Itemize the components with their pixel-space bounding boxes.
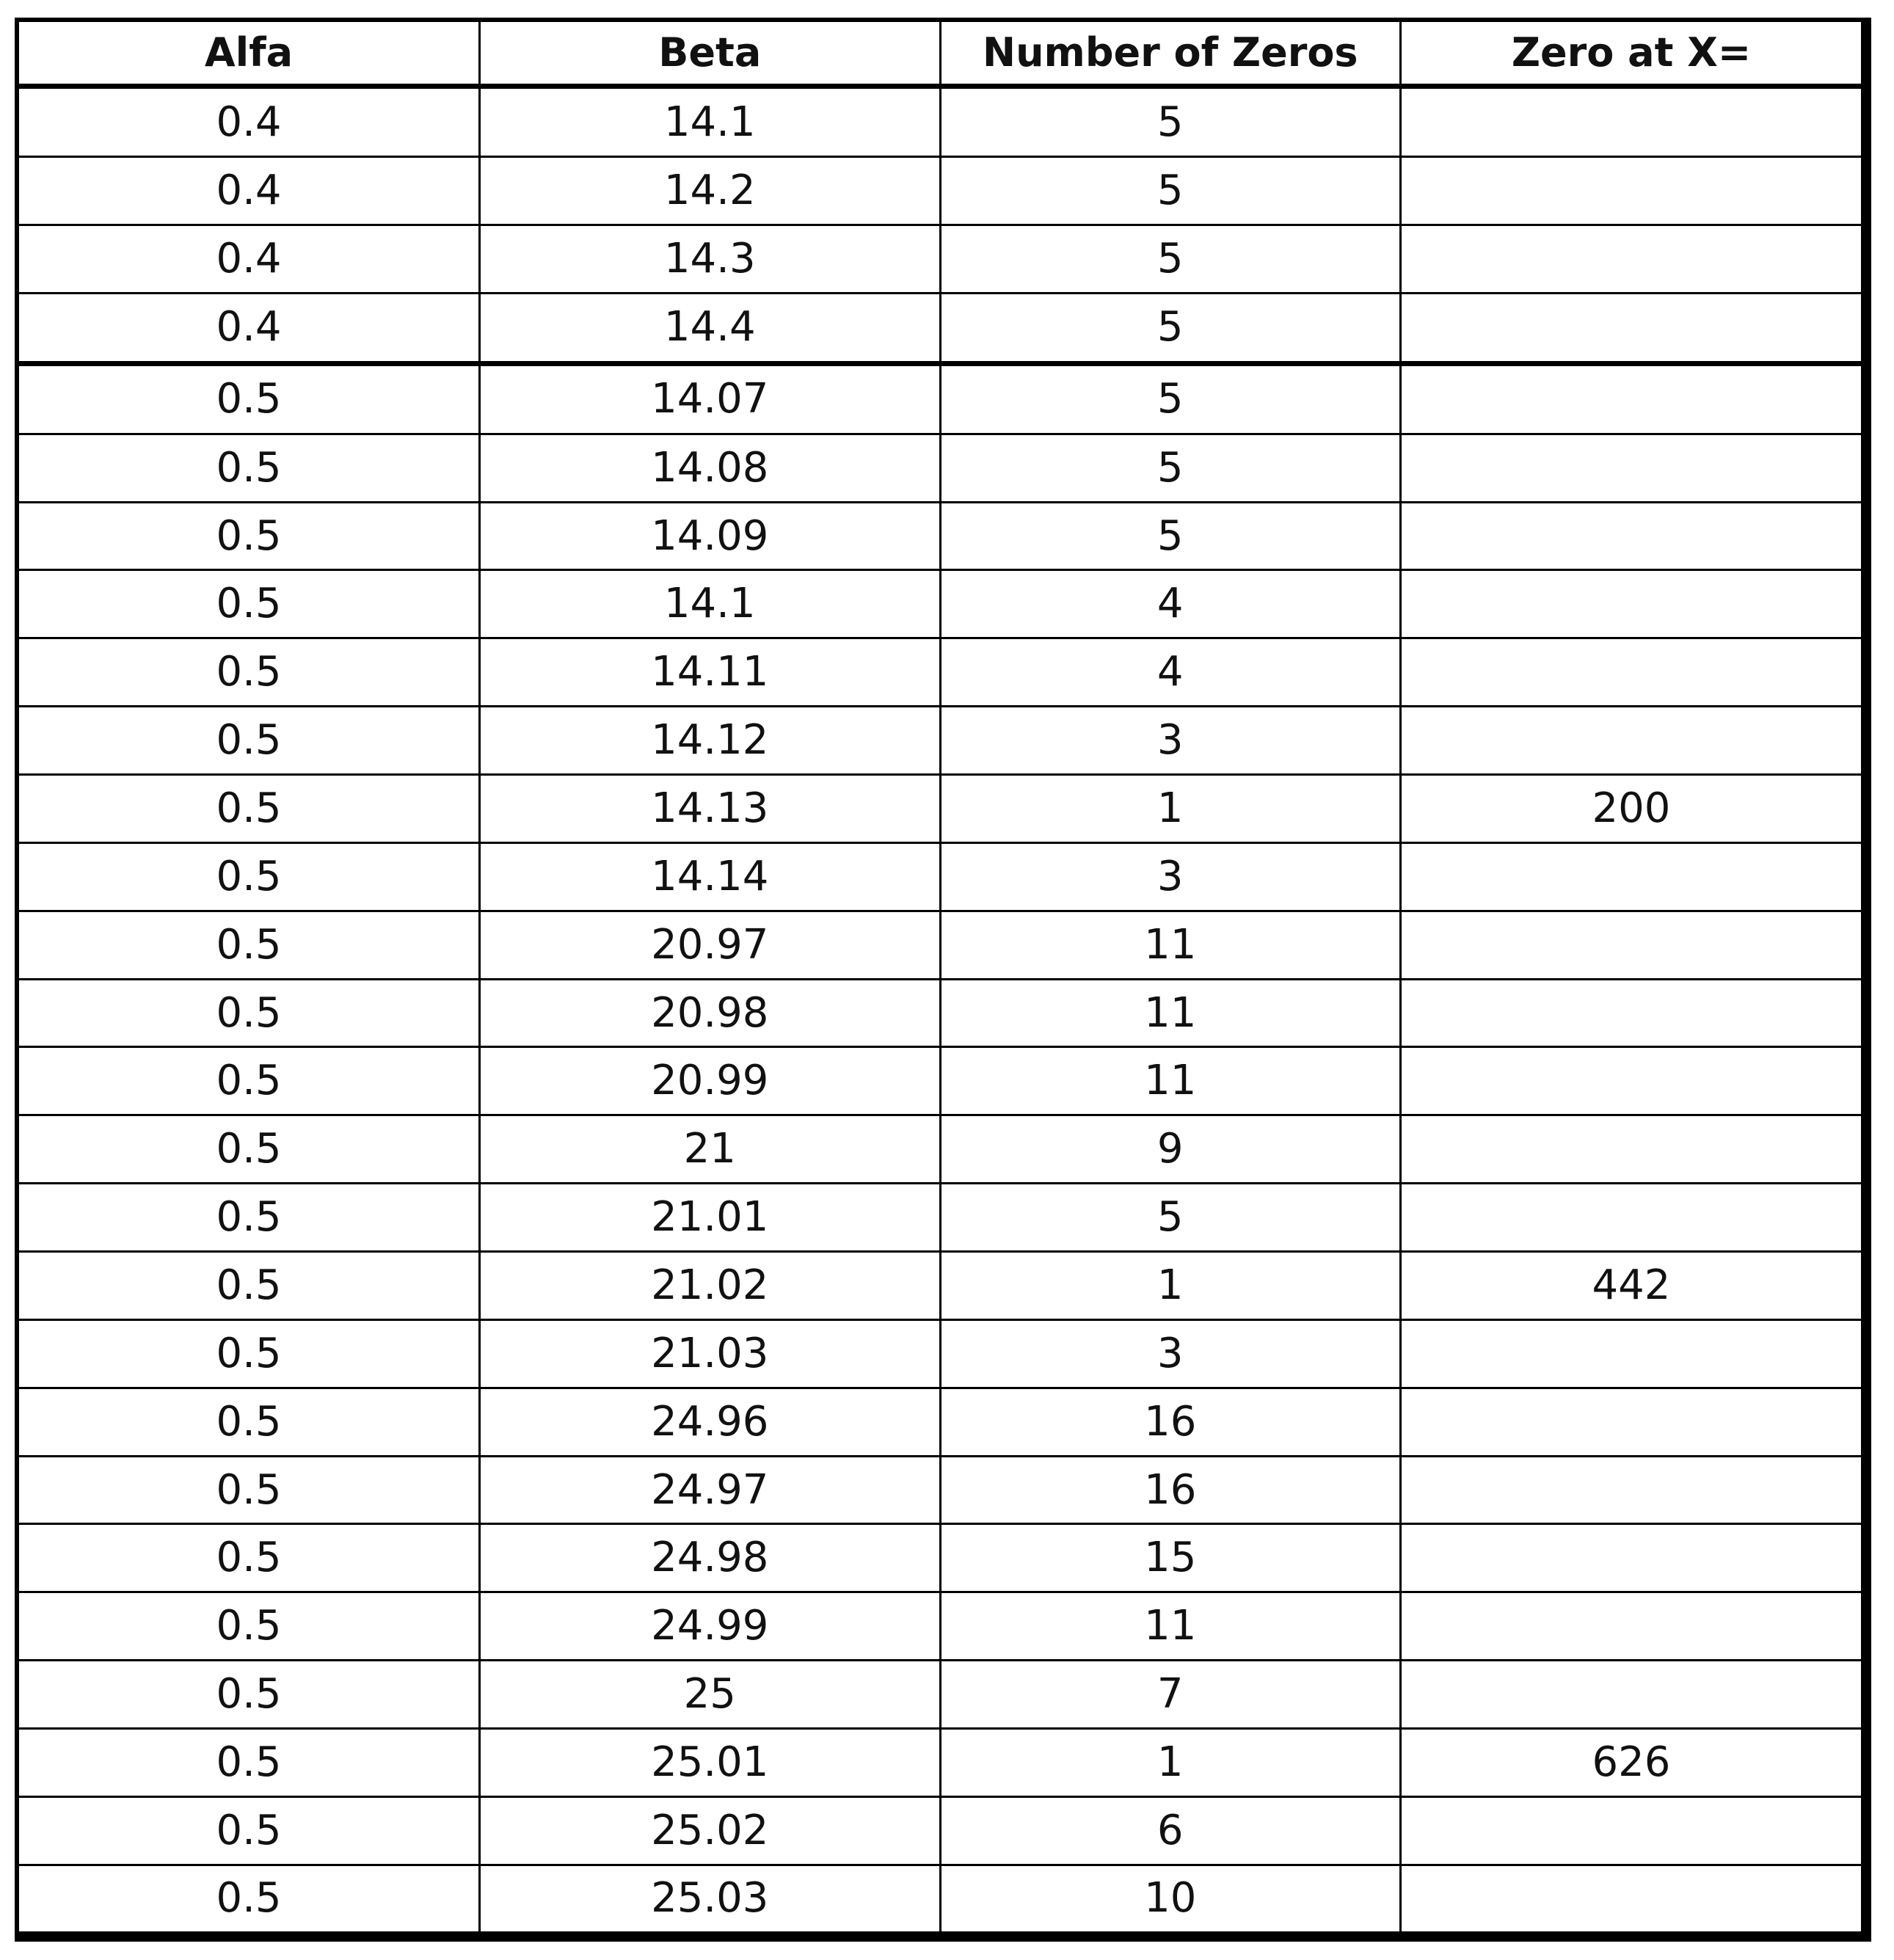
cell-zero-at-x xyxy=(1401,638,1862,707)
cell-beta: 14.07 xyxy=(480,363,941,434)
cell-zero-at-x xyxy=(1401,87,1862,157)
cell-zero-at-x xyxy=(1401,1796,1862,1865)
cell-alfa: 0.5 xyxy=(19,1524,480,1592)
cell-number-of-zeros: 16 xyxy=(940,1388,1401,1456)
cell-number-of-zeros: 4 xyxy=(940,638,1401,707)
table-row xyxy=(19,1047,1861,1115)
cell-zero-at-x xyxy=(1401,1661,1862,1729)
header-number-of-zeros: Number of Zeros xyxy=(940,22,1401,87)
cell-zero-at-x xyxy=(1401,911,1862,979)
cell-beta: 14.1 xyxy=(480,570,941,638)
cell-zero-at-x xyxy=(1401,434,1862,502)
cell-number-of-zeros: 5 xyxy=(940,434,1401,502)
cell-alfa: 0.5 xyxy=(19,1592,480,1661)
cell-beta: 21.01 xyxy=(480,1184,941,1252)
cell-beta: 24.96 xyxy=(480,1388,941,1456)
cell-beta: 14.4 xyxy=(480,293,941,363)
cell-zero-at-x xyxy=(1401,707,1862,775)
cell-number-of-zeros: 10 xyxy=(940,1865,1401,1931)
cell-alfa: 0.5 xyxy=(19,775,480,843)
cell-zero-at-x xyxy=(1401,1115,1862,1184)
cell-number-of-zeros: 9 xyxy=(940,1115,1401,1184)
cell-number-of-zeros: 5 xyxy=(940,157,1401,225)
cell-beta: 14.13 xyxy=(480,775,941,843)
cell-alfa: 0.5 xyxy=(19,1456,480,1524)
cell-alfa: 0.5 xyxy=(19,979,480,1047)
table-row xyxy=(19,911,1861,979)
cell-zero-at-x xyxy=(1401,1184,1862,1252)
cell-alfa: 0.5 xyxy=(19,1661,480,1729)
table-row xyxy=(19,1456,1861,1524)
table-row xyxy=(19,1524,1861,1592)
table-row xyxy=(19,775,1861,843)
table-row xyxy=(19,87,1861,157)
cell-zero-at-x xyxy=(1401,1592,1862,1661)
cell-beta: 24.98 xyxy=(480,1524,941,1592)
cell-number-of-zeros: 1 xyxy=(940,775,1401,843)
cell-beta: 25.01 xyxy=(480,1729,941,1797)
cell-zero-at-x xyxy=(1401,570,1862,638)
cell-zero-at-x: 200 xyxy=(1401,775,1862,843)
cell-beta: 14.1 xyxy=(480,87,941,157)
cell-beta: 24.99 xyxy=(480,1592,941,1661)
table-row xyxy=(19,1865,1861,1931)
table-row xyxy=(19,707,1861,775)
cell-alfa: 0.5 xyxy=(19,842,480,911)
cell-alfa: 0.5 xyxy=(19,1729,480,1797)
cell-alfa: 0.5 xyxy=(19,1252,480,1320)
cell-alfa: 0.5 xyxy=(19,570,480,638)
table-row xyxy=(19,570,1861,638)
cell-number-of-zeros: 3 xyxy=(940,842,1401,911)
cell-number-of-zeros: 5 xyxy=(940,293,1401,363)
table-row xyxy=(19,1319,1861,1388)
cell-alfa: 0.5 xyxy=(19,502,480,570)
cell-beta: 14.14 xyxy=(480,842,941,911)
cell-zero-at-x xyxy=(1401,979,1862,1047)
cell-beta: 14.2 xyxy=(480,157,941,225)
cell-alfa: 0.5 xyxy=(19,363,480,434)
cell-number-of-zeros: 5 xyxy=(940,225,1401,293)
data-table xyxy=(19,22,1861,1931)
cell-beta: 14.11 xyxy=(480,638,941,707)
table-row xyxy=(19,293,1861,363)
cell-zero-at-x xyxy=(1401,293,1862,363)
cell-number-of-zeros: 3 xyxy=(940,1319,1401,1388)
cell-beta: 20.98 xyxy=(480,979,941,1047)
cell-beta: 25.03 xyxy=(480,1865,941,1931)
table-row xyxy=(19,502,1861,570)
cell-number-of-zeros: 3 xyxy=(940,707,1401,775)
cell-alfa: 0.5 xyxy=(19,1388,480,1456)
cell-beta: 14.12 xyxy=(480,707,941,775)
cell-beta: 21 xyxy=(480,1115,941,1184)
cell-beta: 21.02 xyxy=(480,1252,941,1320)
cell-alfa: 0.5 xyxy=(19,1319,480,1388)
cell-zero-at-x xyxy=(1401,502,1862,570)
cell-number-of-zeros: 15 xyxy=(940,1524,1401,1592)
table-row xyxy=(19,1184,1861,1252)
table-row xyxy=(19,979,1861,1047)
table-row xyxy=(19,1388,1861,1456)
table-frame xyxy=(15,18,1871,1942)
cell-number-of-zeros: 6 xyxy=(940,1796,1401,1865)
cell-number-of-zeros: 11 xyxy=(940,1047,1401,1115)
cell-alfa: 0.5 xyxy=(19,1047,480,1115)
cell-zero-at-x xyxy=(1401,1319,1862,1388)
cell-beta: 14.3 xyxy=(480,225,941,293)
cell-beta: 25.02 xyxy=(480,1796,941,1865)
cell-number-of-zeros: 5 xyxy=(940,1184,1401,1252)
cell-alfa: 0.5 xyxy=(19,911,480,979)
cell-number-of-zeros: 11 xyxy=(940,1592,1401,1661)
cell-beta: 25 xyxy=(480,1661,941,1729)
cell-alfa: 0.4 xyxy=(19,87,480,157)
cell-number-of-zeros: 16 xyxy=(940,1456,1401,1524)
cell-number-of-zeros: 5 xyxy=(940,502,1401,570)
cell-zero-at-x xyxy=(1401,157,1862,225)
cell-alfa: 0.5 xyxy=(216,1874,282,1923)
cell-alfa: 0.5 xyxy=(19,638,480,707)
cell-number-of-zeros: 1 xyxy=(940,1729,1401,1797)
cell-alfa: 0.5 xyxy=(19,707,480,775)
table-row xyxy=(19,638,1861,707)
cell-beta: 20.97 xyxy=(480,911,941,979)
cell-number-of-zeros: 5 xyxy=(940,87,1401,157)
cell-zero-at-x xyxy=(1401,225,1862,293)
cell-number-of-zeros: 11 xyxy=(940,979,1401,1047)
cell-zero-at-x xyxy=(1401,1388,1862,1456)
cell-alfa: 0.5 xyxy=(19,1115,480,1184)
cell-alfa: 0.5 xyxy=(19,1796,480,1865)
cell-alfa: 0.4 xyxy=(19,157,480,225)
table-row xyxy=(19,1796,1861,1865)
table-row xyxy=(19,1592,1861,1661)
table-row xyxy=(19,157,1861,225)
cell-beta: 20.99 xyxy=(480,1047,941,1115)
cell-zero-at-x xyxy=(1401,1524,1862,1592)
table-row xyxy=(19,1729,1861,1797)
cell-zero-at-x xyxy=(1401,1456,1862,1524)
cell-number-of-zeros: 5 xyxy=(940,363,1401,434)
cell-zero-at-x xyxy=(1401,363,1862,434)
cell-zero-at-x xyxy=(1401,1865,1862,1931)
cell-alfa: 0.5 xyxy=(19,1184,480,1252)
header-alfa: Alfa xyxy=(19,22,480,87)
cell-number-of-zeros: 1 xyxy=(940,1252,1401,1320)
cell-alfa: 0.4 xyxy=(19,293,480,363)
cell-zero-at-x: 442 xyxy=(1401,1252,1862,1320)
table-row xyxy=(19,842,1861,911)
cell-zero-at-x xyxy=(1401,1047,1862,1115)
cell-beta: 14.08 xyxy=(480,434,941,502)
cell-number-of-zeros: 4 xyxy=(940,570,1401,638)
cell-number-of-zeros: 7 xyxy=(940,1661,1401,1729)
cell-beta: 14.09 xyxy=(480,502,941,570)
cell-zero-at-x: 626 xyxy=(1401,1729,1862,1797)
header-row xyxy=(19,22,1861,87)
table-row xyxy=(19,363,1861,434)
cell-number-of-zeros: 11 xyxy=(940,911,1401,979)
table-row xyxy=(19,1661,1861,1729)
table-row xyxy=(19,225,1861,293)
cell-alfa: 0.5 xyxy=(19,434,480,502)
cell-alfa: 0.4 xyxy=(19,225,480,293)
table-row xyxy=(19,434,1861,502)
table-row xyxy=(19,1252,1861,1320)
header-zero-at-x: Zero at X= xyxy=(1401,22,1862,87)
cell-zero-at-x xyxy=(1401,842,1862,911)
table-row xyxy=(19,1115,1861,1184)
cell-beta: 21.03 xyxy=(480,1319,941,1388)
header-beta: Beta xyxy=(480,22,941,87)
cell-beta: 24.97 xyxy=(480,1456,941,1524)
